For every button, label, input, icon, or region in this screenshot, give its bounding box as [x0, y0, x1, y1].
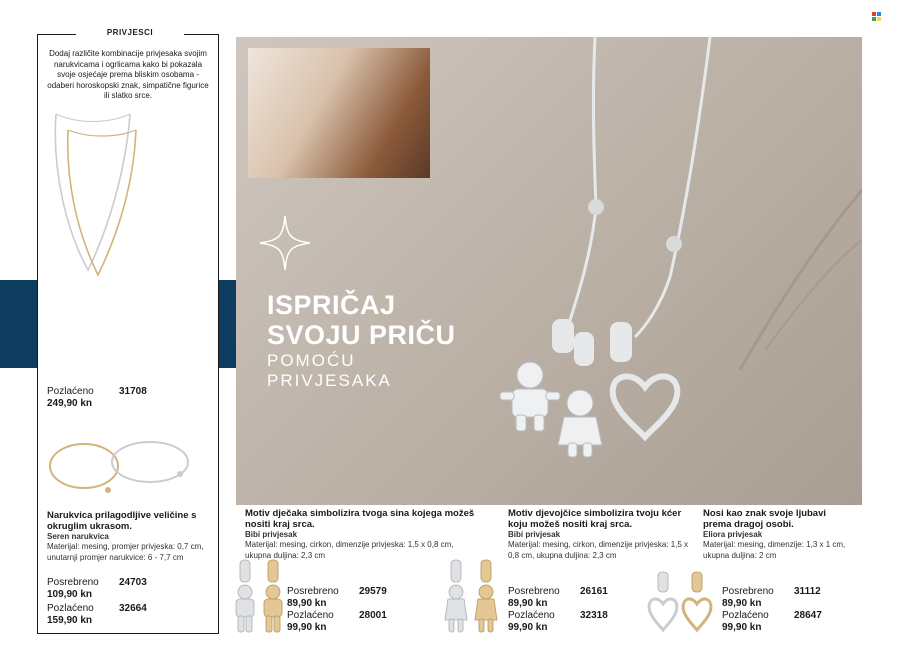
- bibi-boy-option-gold: [287, 610, 407, 622]
- necklace-name: Seren ogrlica: [47, 319, 98, 328]
- bracelet-desc: Materijal: mesing, promjer privjeska: 0,7 cm, unutarnji promjer narukvice: 6 - 7,7 cm: [47, 542, 204, 562]
- bibi-girl-pendants-image: [440, 558, 504, 640]
- eliora-prices: [722, 586, 832, 634]
- eliora-info: [703, 508, 853, 561]
- hero-subtitle: [267, 351, 392, 391]
- option-code: 32664: [119, 603, 147, 614]
- option-price: 99,90 kn: [722, 622, 762, 633]
- wrist-photo: [248, 48, 430, 178]
- option-label: Posrebreno: [508, 586, 560, 597]
- necklace-desc: Materijal: mesing, duljina ogrlice: 42 - 82 cm, s 2 okrugla ukrasa na krajevima ogrlice i kliznom kopčom: [47, 329, 213, 359]
- bibi-girl-info: [508, 508, 693, 561]
- option-code: 28647: [794, 610, 822, 621]
- option-code: 31708: [119, 386, 147, 397]
- option-label: Pozlaćeno: [287, 610, 334, 621]
- option-price: 99,90 kn: [508, 622, 548, 633]
- brand-logo-icon: [872, 12, 881, 21]
- option-label: Pozlaćeno: [47, 603, 94, 614]
- bibi-boy-heading: Motiv dječaka simbolizira tvoga sina kojega možeš nositi kraj srca.: [245, 508, 475, 530]
- option-label: Posrebreno: [47, 360, 99, 371]
- bracelet-option-gold: [47, 603, 207, 615]
- bibi-girl-name: Bibi privjesak: [508, 530, 561, 539]
- bracelet-option-silver: [47, 577, 207, 589]
- hero-title-line2: SVOJU PRIČU: [267, 320, 456, 350]
- sparkle-icon: [258, 214, 312, 272]
- option-label: Posrebreno: [287, 586, 339, 597]
- option-label: Posrebreno: [47, 577, 99, 588]
- bracelet-heading: Narukvica prilagodljive veličine s okruglim ukrasom.: [47, 510, 197, 532]
- bibi-girl-option-silver: [508, 586, 618, 598]
- necklace-prices: [47, 360, 207, 410]
- option-price: 89,90 kn: [287, 598, 327, 609]
- option-price: 199,90 kn: [47, 372, 93, 383]
- necklace-heading: Ogrlicu možeš nositi kao kratku ili dugu zahvaljujući posebnoj kliznoj kopči.: [47, 286, 204, 319]
- option-price: 109,90 kn: [47, 589, 93, 600]
- bibi-boy-name: Bibi privjesak: [245, 530, 298, 539]
- option-code: 30254: [119, 360, 147, 371]
- option-code: 31112: [794, 586, 821, 597]
- eliora-heading: Nosi kao znak svoje ljubavi prema dragoj osobi.: [703, 508, 827, 530]
- hero-sub-line1: POMOĆU: [267, 351, 356, 370]
- option-price: 89,90 kn: [508, 598, 548, 609]
- option-label: Pozlaćeno: [47, 386, 94, 397]
- hero-title-line1: ISPRIČAJ: [267, 290, 396, 320]
- bibi-boy-prices: [287, 586, 407, 634]
- bibi-boy-desc: Materijal: mesing, cirkon, dimenzije privjeska: 1,5 x 0,8 cm, ukupna duljina: 2,3 cm: [245, 540, 454, 560]
- eliora-pendants-image: [646, 570, 716, 636]
- necklace-info: [47, 286, 217, 319]
- panel-intro: Dodaj različite kombinacije privjesaka svojim narukvicama i ogrlicama kako bi pokazala svoje osjećaje prema bliskim osobama - odaberi horoskopski znak, simpatične figurice ili slatko srce.: [47, 49, 209, 100]
- bibi-boy-pendants-image: [230, 558, 290, 640]
- bracelet-prices: [47, 577, 207, 627]
- necklace-with-pendants-image: [470, 37, 730, 505]
- bibi-girl-option-gold: [508, 610, 618, 622]
- necklace-option-silver: [47, 360, 207, 372]
- option-code: 26161: [580, 586, 608, 597]
- option-label: Pozlaćeno: [508, 610, 555, 621]
- necklace-option-gold: [47, 386, 207, 398]
- option-price: 159,90 kn: [47, 615, 93, 626]
- hero-title: [267, 290, 456, 350]
- option-code: 32318: [580, 610, 608, 621]
- option-price: 89,90 kn: [722, 598, 762, 609]
- option-price: 249,90 kn: [47, 398, 93, 409]
- bracelet-image: [46, 436, 196, 498]
- eliora-name: Eliora privjesak: [703, 530, 763, 539]
- eliora-desc: Materijal: mesing, dimenzije: 1,3 x 1 cm, ukupna duljina: 2 cm: [703, 540, 846, 560]
- option-code: 28001: [359, 610, 387, 621]
- option-price: 99,90 kn: [287, 622, 327, 633]
- necklace-image: [48, 110, 140, 280]
- eliora-option-silver: [722, 586, 832, 598]
- hero-sub-line2: PRIVJESAKA: [267, 371, 392, 390]
- bibi-boy-info: [245, 508, 475, 561]
- eliora-option-gold: [722, 610, 832, 622]
- panel-title: PRIVJESCI: [76, 28, 184, 37]
- option-label: Pozlaćeno: [722, 610, 769, 621]
- bibi-girl-desc: Materijal: mesing, cirkon, dimenzije privjeska: 1,5 x 0,8 cm, ukupna duljina: 2,3 cm: [508, 540, 689, 560]
- bibi-girl-heading: Motiv djevojčice simbolizira tvoju kćer koju možeš nositi kraj srca.: [508, 508, 682, 530]
- feather-grass-decoration: [730, 180, 862, 380]
- option-code: 24703: [119, 577, 147, 588]
- necklace-details: [47, 319, 215, 361]
- bibi-boy-option-silver: [287, 586, 407, 598]
- bracelet-info: [47, 510, 217, 563]
- bibi-girl-prices: [508, 586, 618, 634]
- bracelet-name: Seren narukvica: [47, 532, 109, 541]
- option-label: Posrebreno: [722, 586, 774, 597]
- option-code: 29579: [359, 586, 387, 597]
